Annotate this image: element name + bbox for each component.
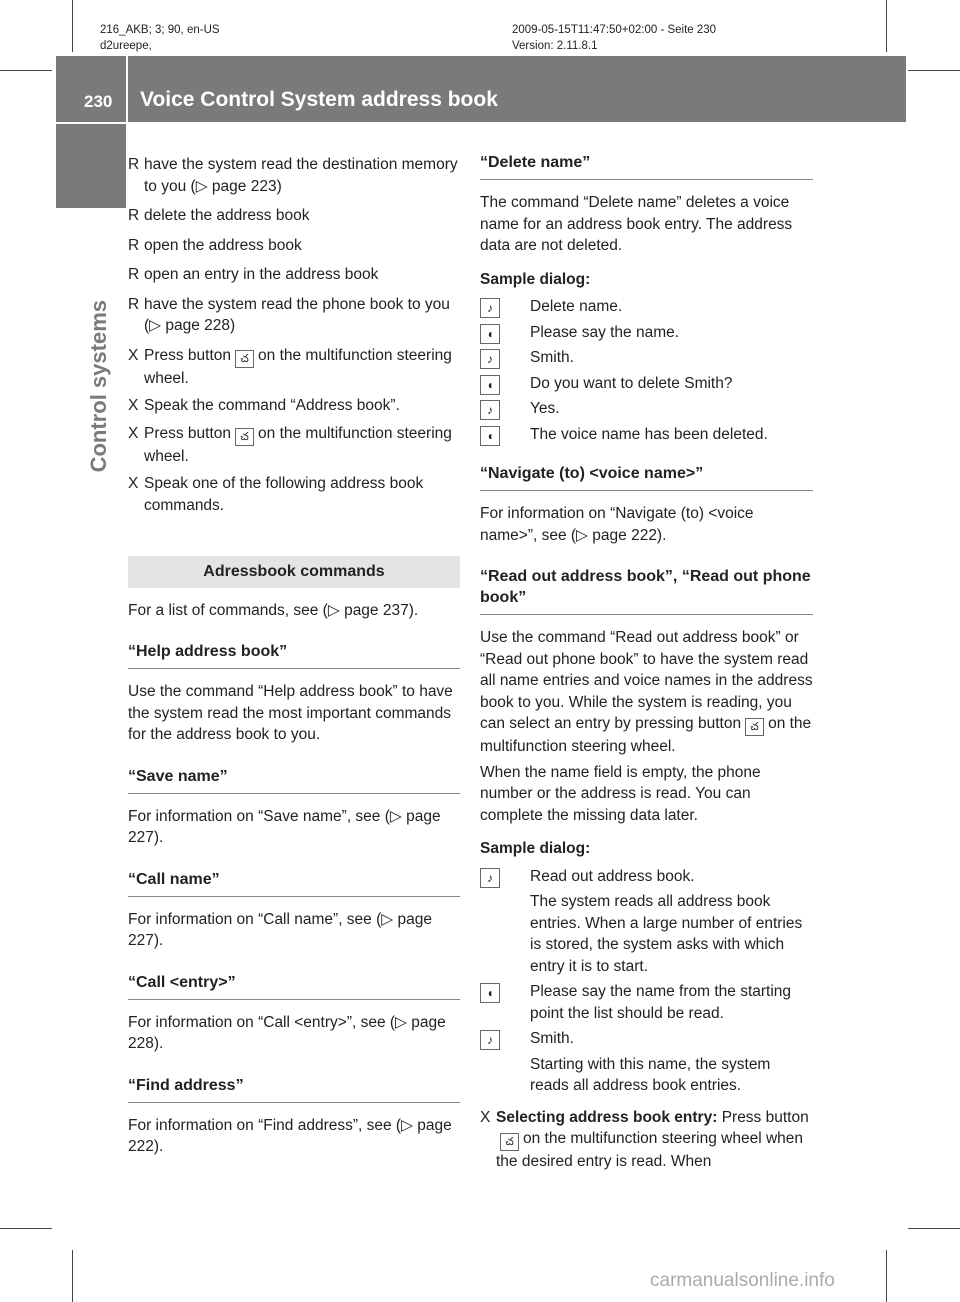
section-heading: “Delete name” <box>480 152 813 180</box>
step-bold: Selecting address book entry: <box>496 1108 718 1126</box>
watermark-site: carmanualsonline.info <box>650 1270 835 1291</box>
step-item <box>480 1107 813 1173</box>
section-body: When the name field is empty, the phone number or the address is read. You can complete the missing data later. <box>480 763 761 824</box>
list-item <box>128 264 460 286</box>
section-heading: “Call name” <box>128 869 460 897</box>
list-item-text: open an entry in the address book <box>144 266 379 283</box>
dialog-line <box>480 398 813 420</box>
step-marker: X <box>128 475 139 492</box>
step-marker: X <box>480 1108 491 1126</box>
bullet-marker: R <box>128 295 140 313</box>
bullet-marker: R <box>128 156 140 173</box>
list-item <box>128 294 460 337</box>
user-speech-icon: ♪ <box>480 349 500 369</box>
sample-dialog-label: Sample dialog: <box>480 270 591 288</box>
user-speech-icon: ♪ <box>480 298 500 318</box>
crop-mark <box>886 0 887 52</box>
crop-mark <box>0 70 52 71</box>
user-speech-icon: ♪ <box>480 1030 500 1050</box>
voice-button-icon: చ <box>745 718 764 736</box>
step-text: Press button <box>721 1108 809 1126</box>
section-call-entry <box>128 972 460 1000</box>
dialog-line <box>480 373 813 395</box>
print-meta-left <box>100 22 220 54</box>
list-item-text: open the address book <box>144 236 302 254</box>
user-speech-icon: ♪ <box>480 400 500 420</box>
section-call-name <box>128 869 460 897</box>
section-save-name <box>128 766 460 794</box>
step-marker: X <box>128 397 139 414</box>
dialog-text: Read out address book. <box>530 867 695 885</box>
page-number: 230 <box>84 92 113 111</box>
commands-intro: For a list of commands, see (▷ page 237). <box>128 601 419 619</box>
list-item-text: delete the address book <box>144 207 310 224</box>
dialog-line <box>480 347 813 369</box>
dialog-text: Please say the name. <box>530 323 680 341</box>
section-body: For information on “Save name”, see (▷ page 227). <box>128 807 441 846</box>
section-heading: “Help address book” <box>128 641 460 669</box>
left-column <box>128 154 460 1170</box>
step-marker: X <box>128 346 139 364</box>
system-speaker-icon: ◖ <box>480 375 500 395</box>
right-column <box>480 150 813 1179</box>
body-text: on the multifunction steering wheel. <box>480 715 812 755</box>
dialog-text: Do you want to delete Smith? <box>530 374 733 392</box>
section-heading: “Find address” <box>128 1075 460 1103</box>
section-heading: “Save name” <box>128 766 460 794</box>
bullet-marker: R <box>128 266 140 283</box>
dialog-text: Yes. <box>530 400 560 417</box>
crop-mark <box>72 1250 73 1302</box>
page-number-box <box>56 56 126 122</box>
body-text: Use the command “Read out address book” or “Read out phone book” to have the system read all name entries and voice names in the address book to you. While the system is reading, you can select an entry by pressing button <box>480 629 813 732</box>
system-speaker-icon: ◖ <box>480 983 500 1003</box>
step-text: Press button <box>144 346 232 364</box>
page-title: Voice Control System address book <box>140 88 498 111</box>
crop-mark <box>886 1250 887 1302</box>
dialog-text: The voice name has been deleted. <box>530 425 768 443</box>
print-meta-right <box>512 22 716 54</box>
section-body: For information on “Call name”, see (▷ page 227). <box>128 910 432 949</box>
section-body <box>480 627 813 758</box>
dialog-text: Smith. <box>530 1030 574 1047</box>
dialog-text: Smith. <box>530 349 574 366</box>
delete-dialog <box>480 296 813 445</box>
step-text: Press button <box>144 424 232 442</box>
list-item <box>128 205 460 227</box>
system-speaker-icon: ◖ <box>480 426 500 446</box>
section-heading: “Call <entry>” <box>128 972 460 1000</box>
step-text: on the multifunction steering wheel when the desired entry is read. When <box>496 1130 804 1170</box>
section-heading: “Read out address book”, “Read out phone book” <box>480 566 813 615</box>
section-find-address <box>128 1075 460 1103</box>
bullet-marker: R <box>128 236 140 254</box>
step-text: on the multifunction steering wheel. <box>144 346 452 387</box>
dialog-text: Delete name. <box>530 298 623 315</box>
voice-button-icon: చ <box>235 428 254 446</box>
step-list <box>128 345 460 517</box>
dialog-line <box>480 424 813 446</box>
dialog-note: Starting with this name, the system reads all address book entries. <box>530 1055 771 1094</box>
step-text: Speak one of the following address book commands. <box>144 475 424 514</box>
list-item-text: have the system read the phone book to you (▷ page 228) <box>144 295 450 334</box>
dialog-text: Please say the name from the starting point the list should be read. <box>530 983 792 1022</box>
voice-button-icon: చ <box>500 1133 519 1151</box>
bullet-marker: R <box>128 207 140 224</box>
section-body: For information on “Navigate (to) <voice name>”, see (▷ page 222). <box>480 505 754 544</box>
voice-button-icon: చ <box>235 350 254 368</box>
crop-mark <box>0 1228 52 1229</box>
system-speaker-icon: ◖ <box>480 324 500 344</box>
step-marker: X <box>128 424 139 442</box>
dialog-line <box>480 322 813 344</box>
dialog-line <box>480 866 813 978</box>
section-body: The command “Delete name” deletes a voice name for an address book entry. The address data are not deleted. <box>480 194 793 254</box>
meta-line: 216_AKB; 3; 90, en-US <box>100 24 220 36</box>
meta-line: d2ureepe, <box>100 40 152 52</box>
section-body: Use the command “Help address book” to have the system read the most important commands for the address book to you. <box>128 683 453 743</box>
section-read-out <box>480 566 813 615</box>
crop-mark <box>72 0 73 52</box>
crop-mark <box>908 1228 960 1229</box>
step-text: on the multifunction steering wheel. <box>144 424 452 465</box>
readout-dialog <box>480 866 813 1097</box>
sample-dialog-label: Sample dialog: <box>480 840 591 857</box>
step-item <box>128 395 460 417</box>
step-item <box>128 473 460 516</box>
section-help <box>128 641 460 669</box>
meta-line: Version: 2.11.8.1 <box>512 40 598 52</box>
dialog-line <box>480 1028 813 1097</box>
section-side-label: Control systems <box>86 300 111 473</box>
step-text: Speak the command “Address book”. <box>144 397 400 414</box>
list-item <box>128 235 460 257</box>
meta-line: 2009-05-15T11:47:50+02:00 - Seite 230 <box>512 24 717 36</box>
commands-section-bar: Adressbook commands <box>128 556 460 588</box>
user-speech-icon: ♪ <box>480 868 500 888</box>
step-item <box>128 345 460 390</box>
dialog-line <box>480 981 813 1024</box>
section-body: For information on “Find address”, see (▷ page 222). <box>128 1116 452 1155</box>
dialog-line <box>480 296 813 318</box>
crop-mark <box>908 70 960 71</box>
step-item <box>128 423 460 468</box>
list-item-text: have the system read the destination memory to you (▷ page 223) <box>144 156 458 195</box>
list-item <box>128 154 460 197</box>
section-delete-name <box>480 152 813 180</box>
section-body: For information on “Call <entry>”, see (▷ page 228). <box>128 1013 446 1052</box>
section-navigate <box>480 463 813 491</box>
section-heading: “Navigate (to) <voice name>” <box>480 463 813 491</box>
dialog-note: The system reads all address book entries. When a large number of entries is stored, the system asks with which entry it is to start. <box>530 893 803 975</box>
side-tab <box>56 124 126 208</box>
bullet-list <box>128 154 460 337</box>
